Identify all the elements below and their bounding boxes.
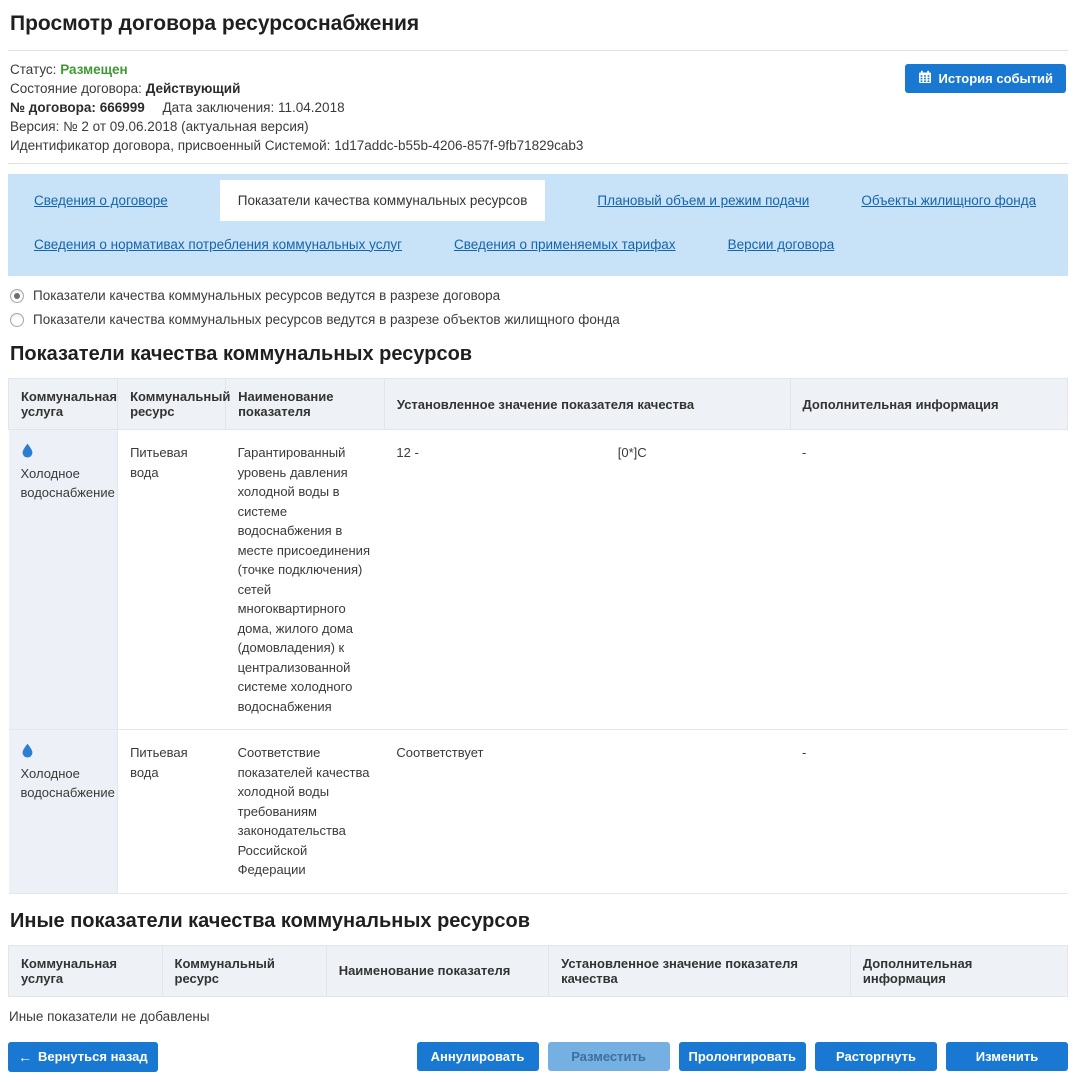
footer-button-group — [417, 1042, 1068, 1071]
annul-button[interactable]: Аннулировать — [417, 1042, 539, 1071]
water-drop-icon — [21, 743, 34, 764]
history-events-label: История событий — [938, 71, 1053, 86]
terminate-button[interactable]: Расторгнуть — [815, 1042, 937, 1071]
tab-row-1 — [8, 178, 1068, 222]
other-section-title: Иные показатели качества коммунальных ресурсов — [10, 909, 530, 932]
service-cell — [9, 430, 118, 730]
quality-scope-radio-group — [10, 288, 1068, 327]
back-button-label: Вернуться назад — [38, 1049, 148, 1064]
edit-button[interactable]: Изменить — [946, 1042, 1068, 1071]
tab-housing-objects[interactable]: Объекты жилищного фонда — [861, 192, 1037, 208]
tab-quality-indicators[interactable]: Показатели качества коммунальных ресурсов — [220, 180, 546, 221]
service-name: Холодное водоснабжение — [20, 465, 115, 500]
header-communal-service: Коммунальная услуга — [9, 379, 118, 430]
header-indicator-value: Установленное значение показателя качества — [384, 379, 790, 430]
quality-section-title: Показатели качества коммунальных ресурсов — [10, 343, 473, 365]
version-label: Версия: — [10, 119, 60, 134]
header-indicator-name: Наименование показателя — [226, 379, 385, 430]
back-arrow-icon: ← — [18, 1048, 32, 1065]
conclusion-date-value: 11.04.2018 — [278, 100, 345, 115]
header-additional-info: Дополнительная информация — [790, 379, 1067, 430]
identifier-line — [10, 136, 905, 155]
quality-indicators-table — [8, 378, 1068, 894]
indicator-unit — [618, 743, 778, 763]
status-line — [10, 60, 905, 79]
indicator-value: Соответствует — [396, 745, 484, 760]
radio-option-by-contract[interactable] — [10, 288, 1068, 303]
resource-cell: Питьевая вода — [118, 430, 226, 730]
header-communal-resource: Коммунальный ресурс — [162, 945, 326, 996]
other-indicators-empty-text: Иные показатели не добавлены — [9, 1008, 210, 1024]
tab-applied-tariffs[interactable]: Сведения о применяемых тарифах — [454, 236, 676, 252]
contract-info-block — [8, 51, 1068, 163]
version-line — [10, 117, 905, 136]
additional-info-cell: - — [790, 430, 1067, 730]
divider-under-info — [8, 163, 1068, 164]
indicator-cell: Гарантированный уровень давления холодной воды в системе водоснабжения в месте присоединения (точке подключения) сетей многоквартирного дома, жилого дома (домовладения) к централизованной системе холодного водоснабжения — [226, 430, 385, 730]
tab-contract-details[interactable]: Сведения о договоре — [34, 192, 168, 208]
state-line — [10, 79, 905, 98]
version-value: № 2 от 09.06.2018 (актуальная версия) — [63, 119, 309, 134]
contract-number-label: № договора: — [10, 100, 96, 115]
quality-table-header-row — [9, 379, 1068, 430]
header-communal-service: Коммунальная услуга — [9, 945, 163, 996]
contract-tabbar — [8, 174, 1068, 276]
footer-actions — [8, 1042, 1068, 1072]
other-table-header-row — [9, 945, 1068, 996]
indicator-unit: [0*]C — [617, 445, 647, 460]
tab-row-2 — [8, 222, 1068, 266]
contract-number-value: 666999 — [99, 100, 145, 115]
history-events-button[interactable] — [905, 64, 1067, 93]
identifier-value: 1d17addc-b55b-4206-857f-9fb71829cab3 — [334, 138, 584, 153]
contract-info-lines — [10, 60, 905, 155]
value-cell — [384, 730, 790, 894]
status-value: Размещен — [60, 62, 128, 77]
radio-selected-icon[interactable] — [10, 289, 24, 303]
table-row — [9, 730, 1068, 894]
calendar-icon — [918, 70, 932, 87]
tab-consumption-standards[interactable]: Сведения о нормативах потребления коммунальных услуг — [34, 236, 403, 252]
service-name: Холодное водоснабжение — [20, 765, 115, 800]
value-cell — [384, 430, 790, 730]
status-label: Статус: — [10, 62, 57, 77]
tab-contract-versions[interactable]: Версии договора — [727, 236, 835, 252]
place-button[interactable]: Разместить — [548, 1042, 670, 1071]
header-communal-resource: Коммунальный ресурс — [118, 379, 226, 430]
number-line — [10, 98, 905, 117]
state-value: Действующий — [145, 81, 241, 96]
identifier-label: Идентификатор договора, присвоенный Системой: — [10, 138, 331, 153]
table-row — [9, 430, 1068, 730]
header-additional-info: Дополнительная информация — [850, 945, 1067, 996]
radio-option-by-housing-label: Показатели качества коммунальных ресурсов ведутся в разрезе объектов жилищного фонда — [33, 312, 620, 327]
header-indicator-value: Установленное значение показателя качества — [549, 945, 851, 996]
other-indicators-table — [8, 945, 1068, 997]
additional-info-cell: - — [790, 730, 1067, 894]
radio-option-by-contract-label: Показатели качества коммунальных ресурсов ведутся в разрезе договора — [33, 288, 501, 303]
conclusion-date-label: Дата заключения: — [162, 100, 275, 115]
water-drop-icon — [21, 443, 34, 464]
radio-unselected-icon[interactable] — [10, 313, 24, 327]
service-cell — [9, 730, 118, 894]
radio-option-by-housing[interactable] — [10, 312, 1068, 327]
indicator-cell: Соответствие показателей качества холодной воды требованиям законодательства Российской Федерации — [226, 730, 385, 894]
tab-planned-volume[interactable]: Плановый объем и режим подачи — [597, 192, 810, 208]
header-indicator-name: Наименование показателя — [326, 945, 548, 996]
back-button[interactable] — [8, 1042, 158, 1072]
indicator-value: 12 - — [396, 445, 419, 460]
state-label: Состояние договора: — [10, 81, 142, 96]
resource-cell: Питьевая вода — [118, 730, 226, 894]
prolong-button[interactable]: Пролонгировать — [679, 1042, 806, 1071]
page-title: Просмотр договора ресурсоснабжения — [10, 12, 420, 35]
